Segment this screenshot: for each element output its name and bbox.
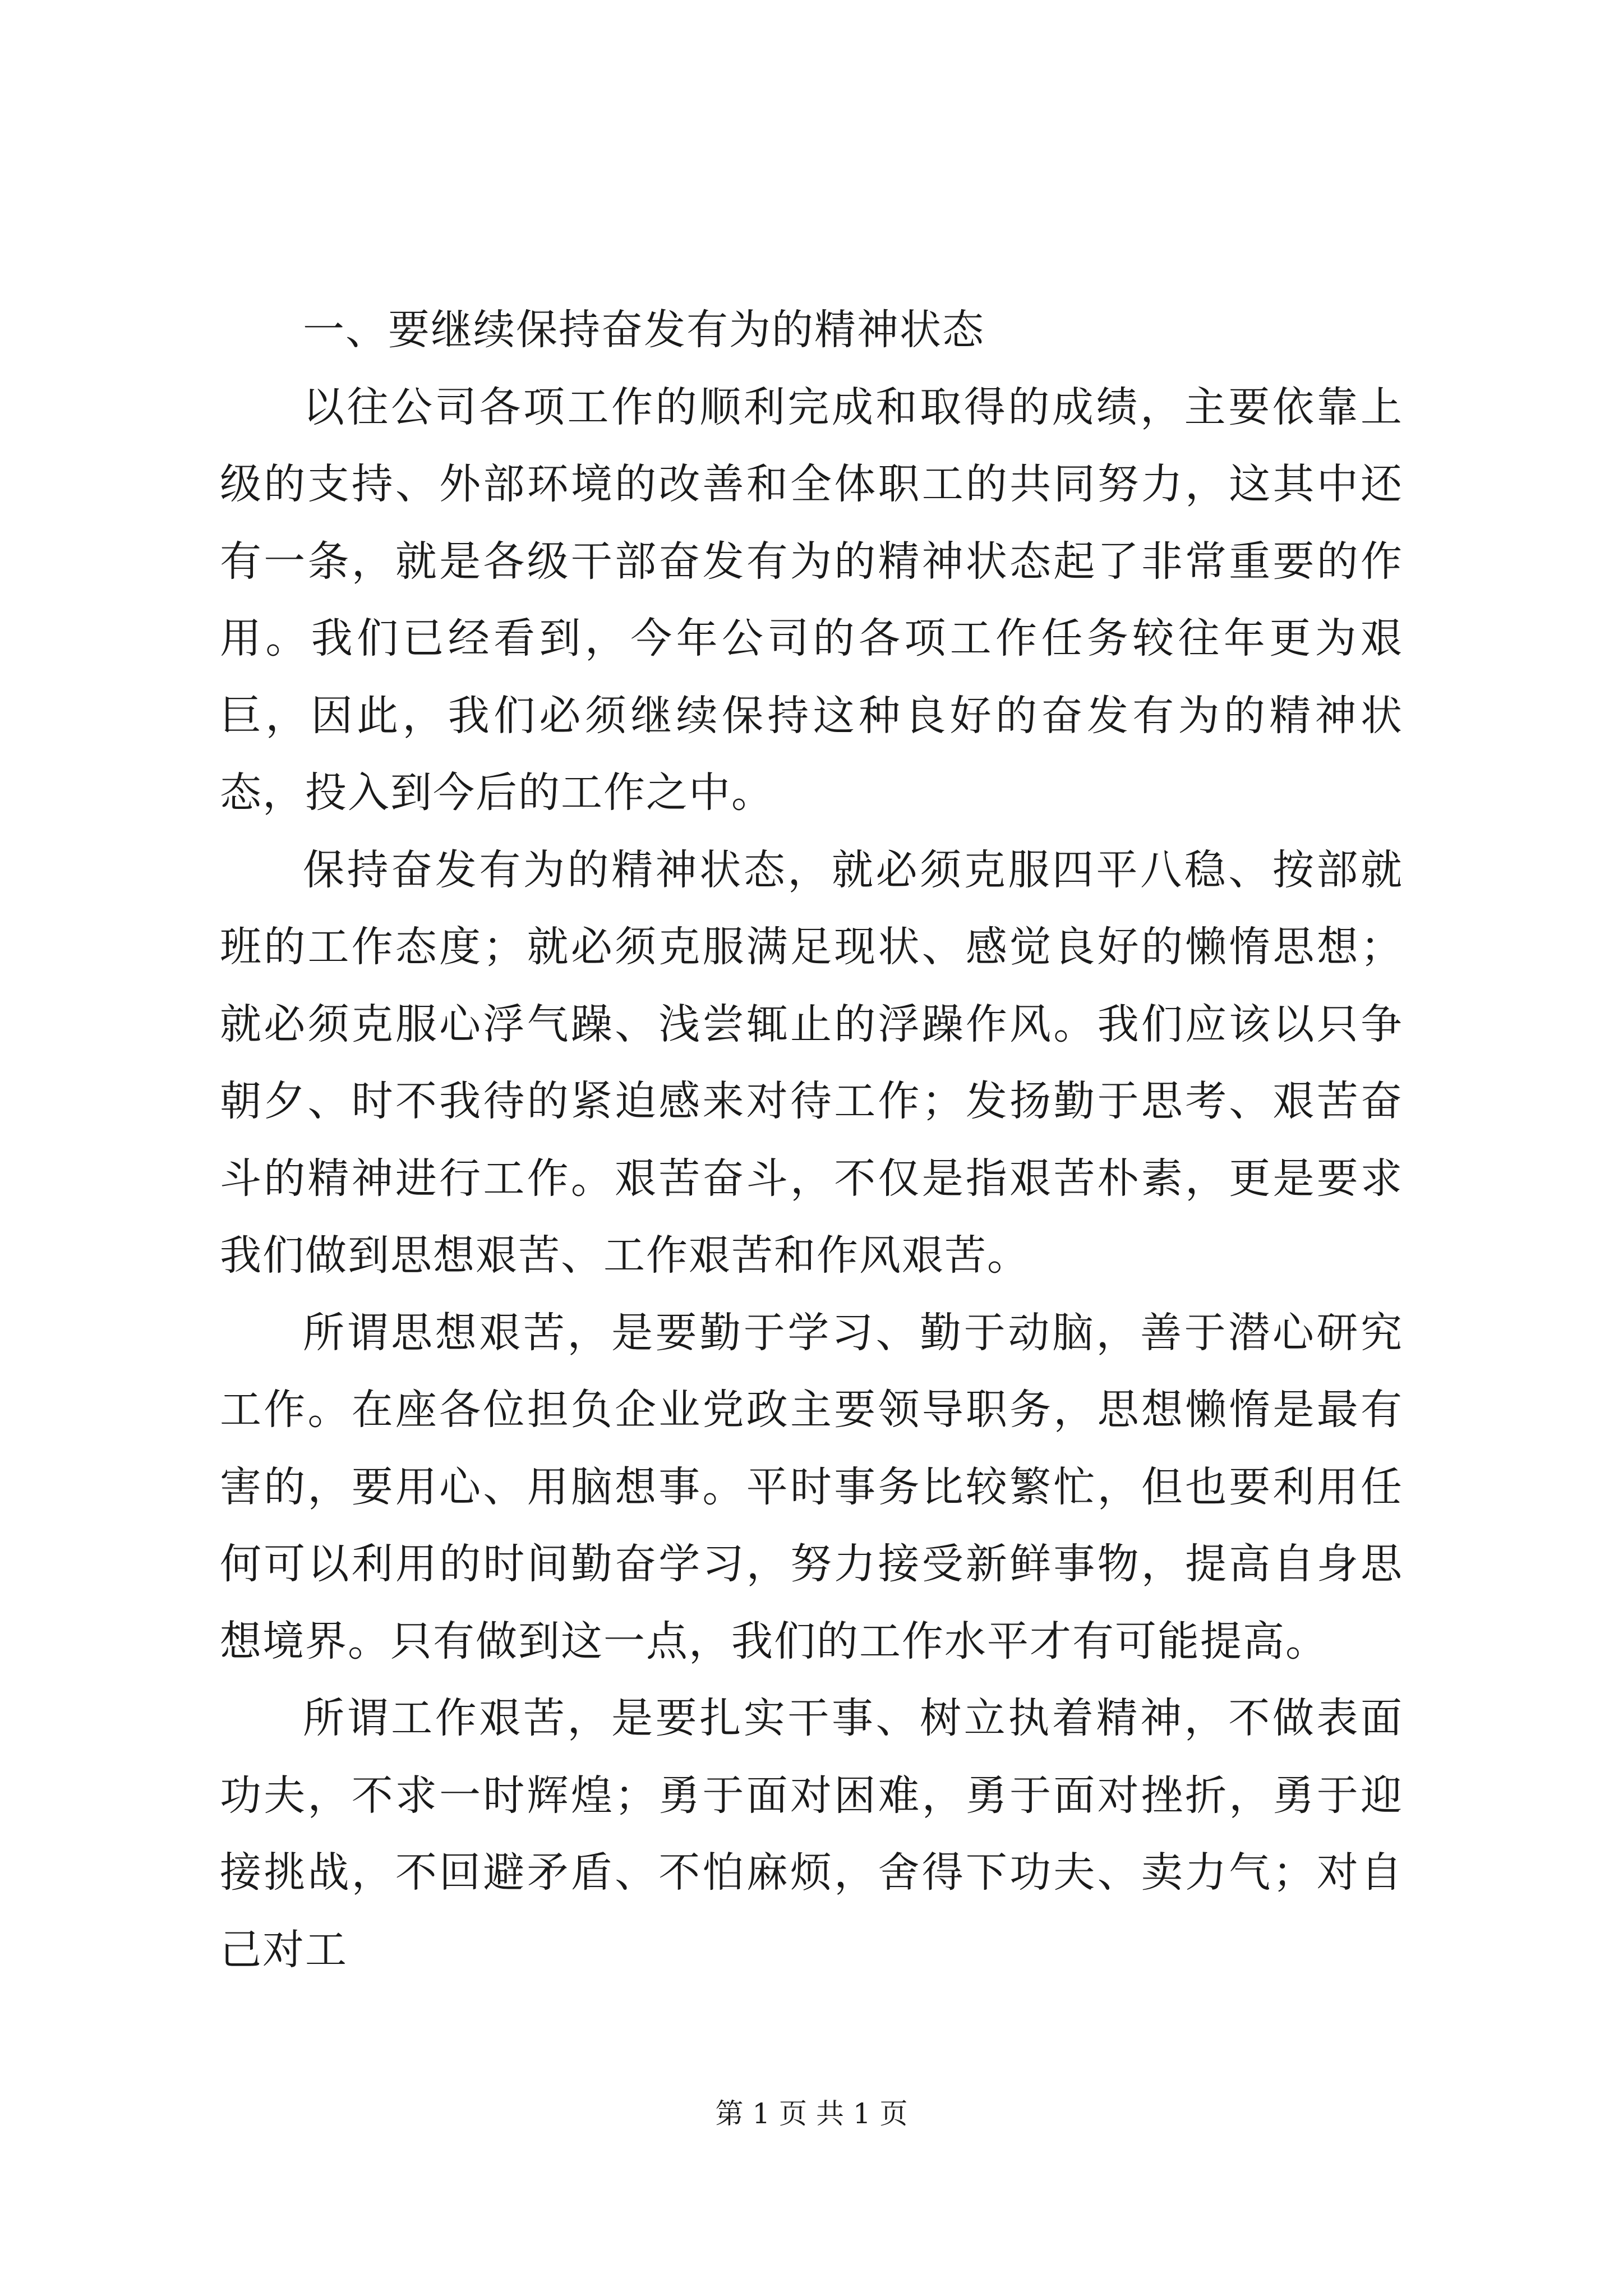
paragraph-1: 以往公司各项工作的顺利完成和取得的成绩，主要依靠上级的支持、外部环境的改善和全体职工的共同努力，这其中还有一条，就是各级干部奋发有为的精神状态起了非常重要的作用。我们已经看到，今年公司的各项工作任务较往年更为艰巨，因此，我们必须继续保持这种良好的奋发有为的精神状态，投入到今后的工作之中。 [220,383,1403,817]
page-number-footer: 第 1 页 共 1 页 [715,2097,908,2130]
document-body [220,292,1403,1989]
paragraph-4: 所谓工作艰苦，是要扎实干事、树立执着精神，不做表面功夫，不求一时辉煌；勇于面对困难，勇于面对挫折，勇于迎接挑战，不回避矛盾、不怕麻烦，舍得下功夫、卖力气；对自己对工 [220,1694,1403,1974]
section-heading: 一、要继续保持奋发有为的精神状态 [303,306,985,354]
paragraph-3: 所谓思想艰苦，是要勤于学习、勤于动脑，善于潜心研究工作。在座各位担负企业党政主要领导职务，思想懒惰是最有害的，要用心、用脑想事。平时事务比较繁忙，但也要利用任何可以利用的时间勤奋学习，努力接受新鲜事物，提高自身思想境界。只有做到这一点，我们的工作水平才有可能提高。 [220,1308,1403,1665]
paragraph-2: 保持奋发有为的精神状态，就必须克服四平八稳、按部就班的工作态度；就必须克服满足现状、感觉良好的懒惰思想；就必须克服心浮气躁、浅尝辄止的浮躁作风。我们应该以只争朝夕、时不我待的紧迫感来对待工作；发扬勤于思考、艰苦奋斗的精神进行工作。艰苦奋斗，不仅是指艰苦朴素，更是要求我们做到思想艰苦、工作艰苦和作风艰苦。 [220,845,1403,1280]
